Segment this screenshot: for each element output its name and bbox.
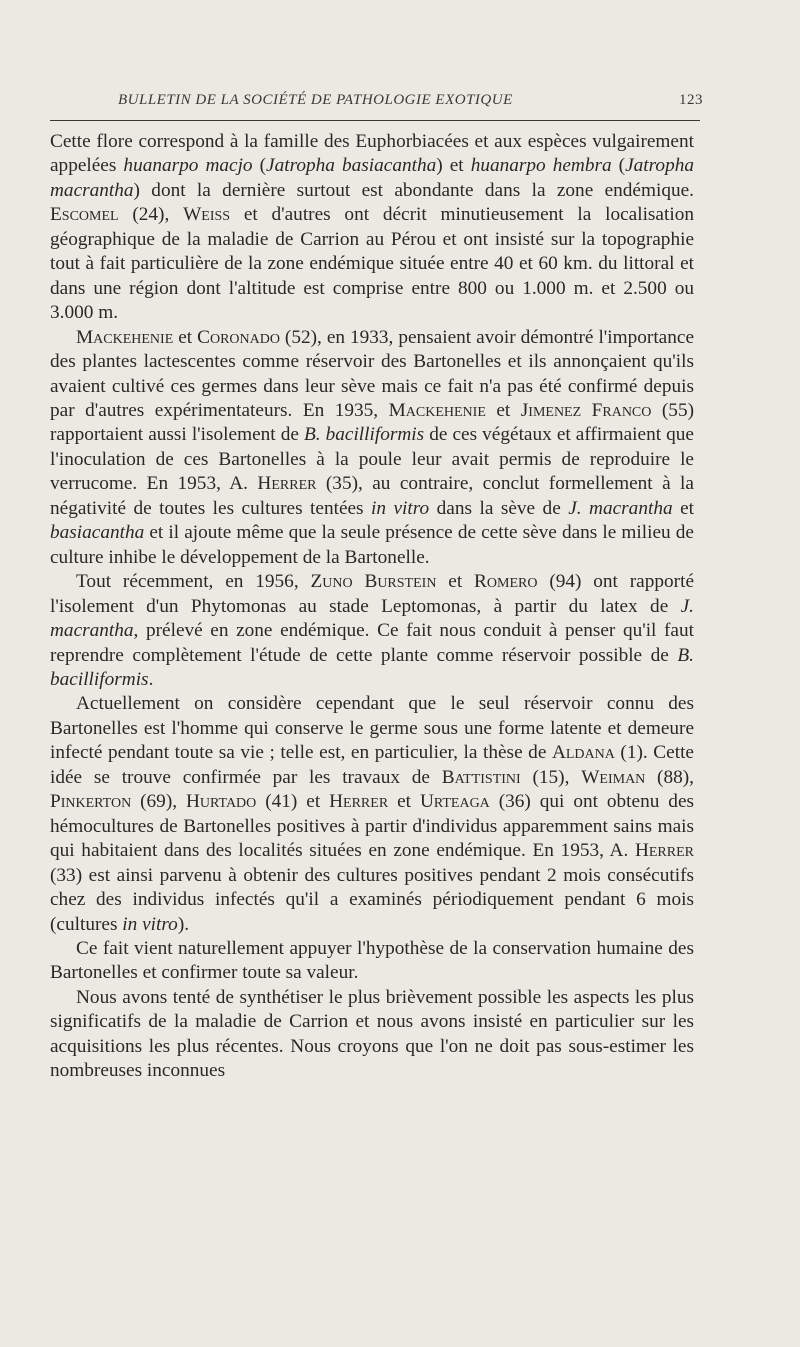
- paragraph: [50, 937, 694, 986]
- text-run: (35), au contraire, conclut formellement à la négativité de toutes les cultures tentées: [50, 473, 694, 519]
- author-name: Urteaga: [419, 791, 490, 813]
- text-run: ).: [177, 913, 190, 935]
- italic-term: Jatropha macrantha: [50, 155, 694, 201]
- page-header: [118, 84, 703, 114]
- text-run: (52), en 1933, pensaient avoir démontré l'importance des plantes lactescentes comme réservoir des Bartonelles et ils annonçaient qu'ils avaient cultivé ces germes dans leur sève mais ce fait n'a pas été confirmé depuis par d'autres expérimentateurs. En 1935,: [50, 326, 694, 421]
- article-body: [50, 130, 694, 1084]
- italic-term: in vitro: [371, 497, 430, 519]
- text-run: (41) et: [256, 791, 330, 813]
- author-name: Romero: [474, 571, 538, 593]
- author-name: Weiman: [581, 766, 646, 788]
- text-run: (1). Cette idée se trouve confirmée par les travaux de: [50, 742, 694, 788]
- author-name: Coronado: [197, 326, 280, 348]
- text-run: (55) rapportaient aussi l'isolement de: [50, 399, 695, 446]
- paragraph: [50, 130, 694, 326]
- italic-term: huanarpo macjo: [123, 155, 253, 177]
- author-name: Herrer: [257, 473, 317, 495]
- author-name: Pinkerton: [50, 791, 132, 813]
- text-run: .: [148, 668, 154, 690]
- text-run: Ce fait vient naturellement appuyer l'hypothèse de la conservation humaine des Bartonelles et confirmer toute sa valeur.: [50, 937, 694, 984]
- paragraph: [50, 986, 694, 1084]
- author-name: Herrer: [634, 840, 694, 862]
- italic-term: in vitro: [122, 913, 178, 935]
- text-run: ) dont la dernière surtout est abondante dans la zone endémique.: [133, 179, 694, 201]
- header-rule: [50, 120, 700, 121]
- text-run: (24),: [118, 204, 184, 226]
- text-run: (33) est ainsi parvenu à obtenir des cultures positives pendant 2 mois consécutifs chez des individus infectés qu'il a examinés périodiquement pendant 6 mois (cultures: [50, 864, 694, 935]
- paragraph: [50, 692, 694, 937]
- text-run: et: [388, 791, 420, 813]
- author-name: Mackehenie: [388, 399, 486, 421]
- text-run: et: [436, 571, 475, 593]
- text-run: (36) qui ont obtenu des hémocultures de Bartonelles positives à partir d'individus apparemment sains mais qui habitaient dans des localités situées en zone endémique. En 1953, A.: [50, 791, 695, 862]
- text-run: (15),: [520, 766, 582, 788]
- italic-term: huanarpo hembra: [470, 155, 612, 177]
- text-run: Cette flore correspond à la famille des Euphorbiacées et aux espèces vulgairement appelées: [50, 131, 694, 177]
- text-run: de ces végétaux et affirmaient que l'inoculation de ces Bartonelles à la poule leur avait permis de reproduire le verrucome. En 1953, A.: [50, 424, 694, 495]
- text-run: (: [611, 155, 626, 177]
- author-name: Jimenez Franco: [520, 399, 652, 421]
- author-name: Mackehenie: [76, 326, 174, 348]
- author-name: Escomel: [50, 204, 119, 226]
- text-run: et: [485, 399, 521, 421]
- italic-term: J. macrantha: [50, 595, 694, 642]
- author-name: Hurtado: [185, 791, 257, 813]
- text-run: (: [252, 155, 267, 177]
- text-run: (88),: [645, 766, 695, 788]
- text-run: et d'autres ont décrit minutieusement la localisation géographique de la maladie de Carrion au Pérou et ont insisté sur la topographie tout à fait particulière de la zone endémique située entre 40 et 60 km. du littoral et dans une région dont l'altitude est comprise entre 800 ou 1.000 m. et 2.500 ou 3.000 m.: [50, 204, 694, 324]
- text-run: dans la sève de: [429, 497, 569, 519]
- author-name: Zuno Burstein: [310, 571, 437, 593]
- page-number: 123: [679, 92, 703, 108]
- text-run: Nous avons tenté de synthétiser le plus brièvement possible les aspects les plus significatifs de la maladie de Carrion et nous avons insisté en particulier sur les acquisitions les plus récentes. Nous croyons que l'on ne doit pas sous-estimer les nombreuses inconnues: [50, 986, 694, 1082]
- text-run: (69),: [131, 791, 186, 813]
- text-run: , prélevé en zone endémique. Ce fait nous conduit à penser qu'il faut reprendre complètement l'étude de cette plante comme réservoir possible de: [50, 620, 694, 666]
- author-name: Battistini: [441, 766, 521, 788]
- paragraph: [50, 326, 694, 571]
- italic-term: basiacantha: [50, 522, 145, 544]
- text-run: et: [173, 326, 198, 348]
- text-run: Tout récemment, en 1956,: [76, 571, 311, 593]
- running-title: BULLETIN DE LA SOCIÉTÉ DE PATHOLOGIE EXOTIQUE: [118, 92, 513, 108]
- text-run: (94) ont rapporté l'isolement d'un Phytomonas au stade Leptomonas, à partir du latex de: [50, 571, 694, 617]
- author-name: Weiss: [183, 204, 231, 226]
- paragraph: [50, 570, 694, 692]
- italic-term: B. bacilliformis: [50, 644, 694, 690]
- italic-term: B. bacilliformis: [303, 424, 425, 446]
- author-name: Herrer: [329, 791, 389, 813]
- text-run: et: [672, 497, 694, 519]
- italic-term: Jatropha basiacantha: [266, 155, 437, 177]
- text-run: ) et: [436, 155, 471, 177]
- author-name: Aldana: [551, 742, 615, 764]
- text-run: Actuellement on considère cependant que le seul réservoir connu des Bartonelles est l'homme qui conserve le germe sous une forme latente et demeure infecté pendant toute sa vie ; telle est, en particulier, la thèse de: [50, 693, 694, 764]
- italic-term: J. macrantha: [568, 497, 673, 519]
- text-run: et il ajoute même que la seule présence de cette sève dans le milieu de culture inhibe le développement de la Bartonelle.: [50, 522, 694, 568]
